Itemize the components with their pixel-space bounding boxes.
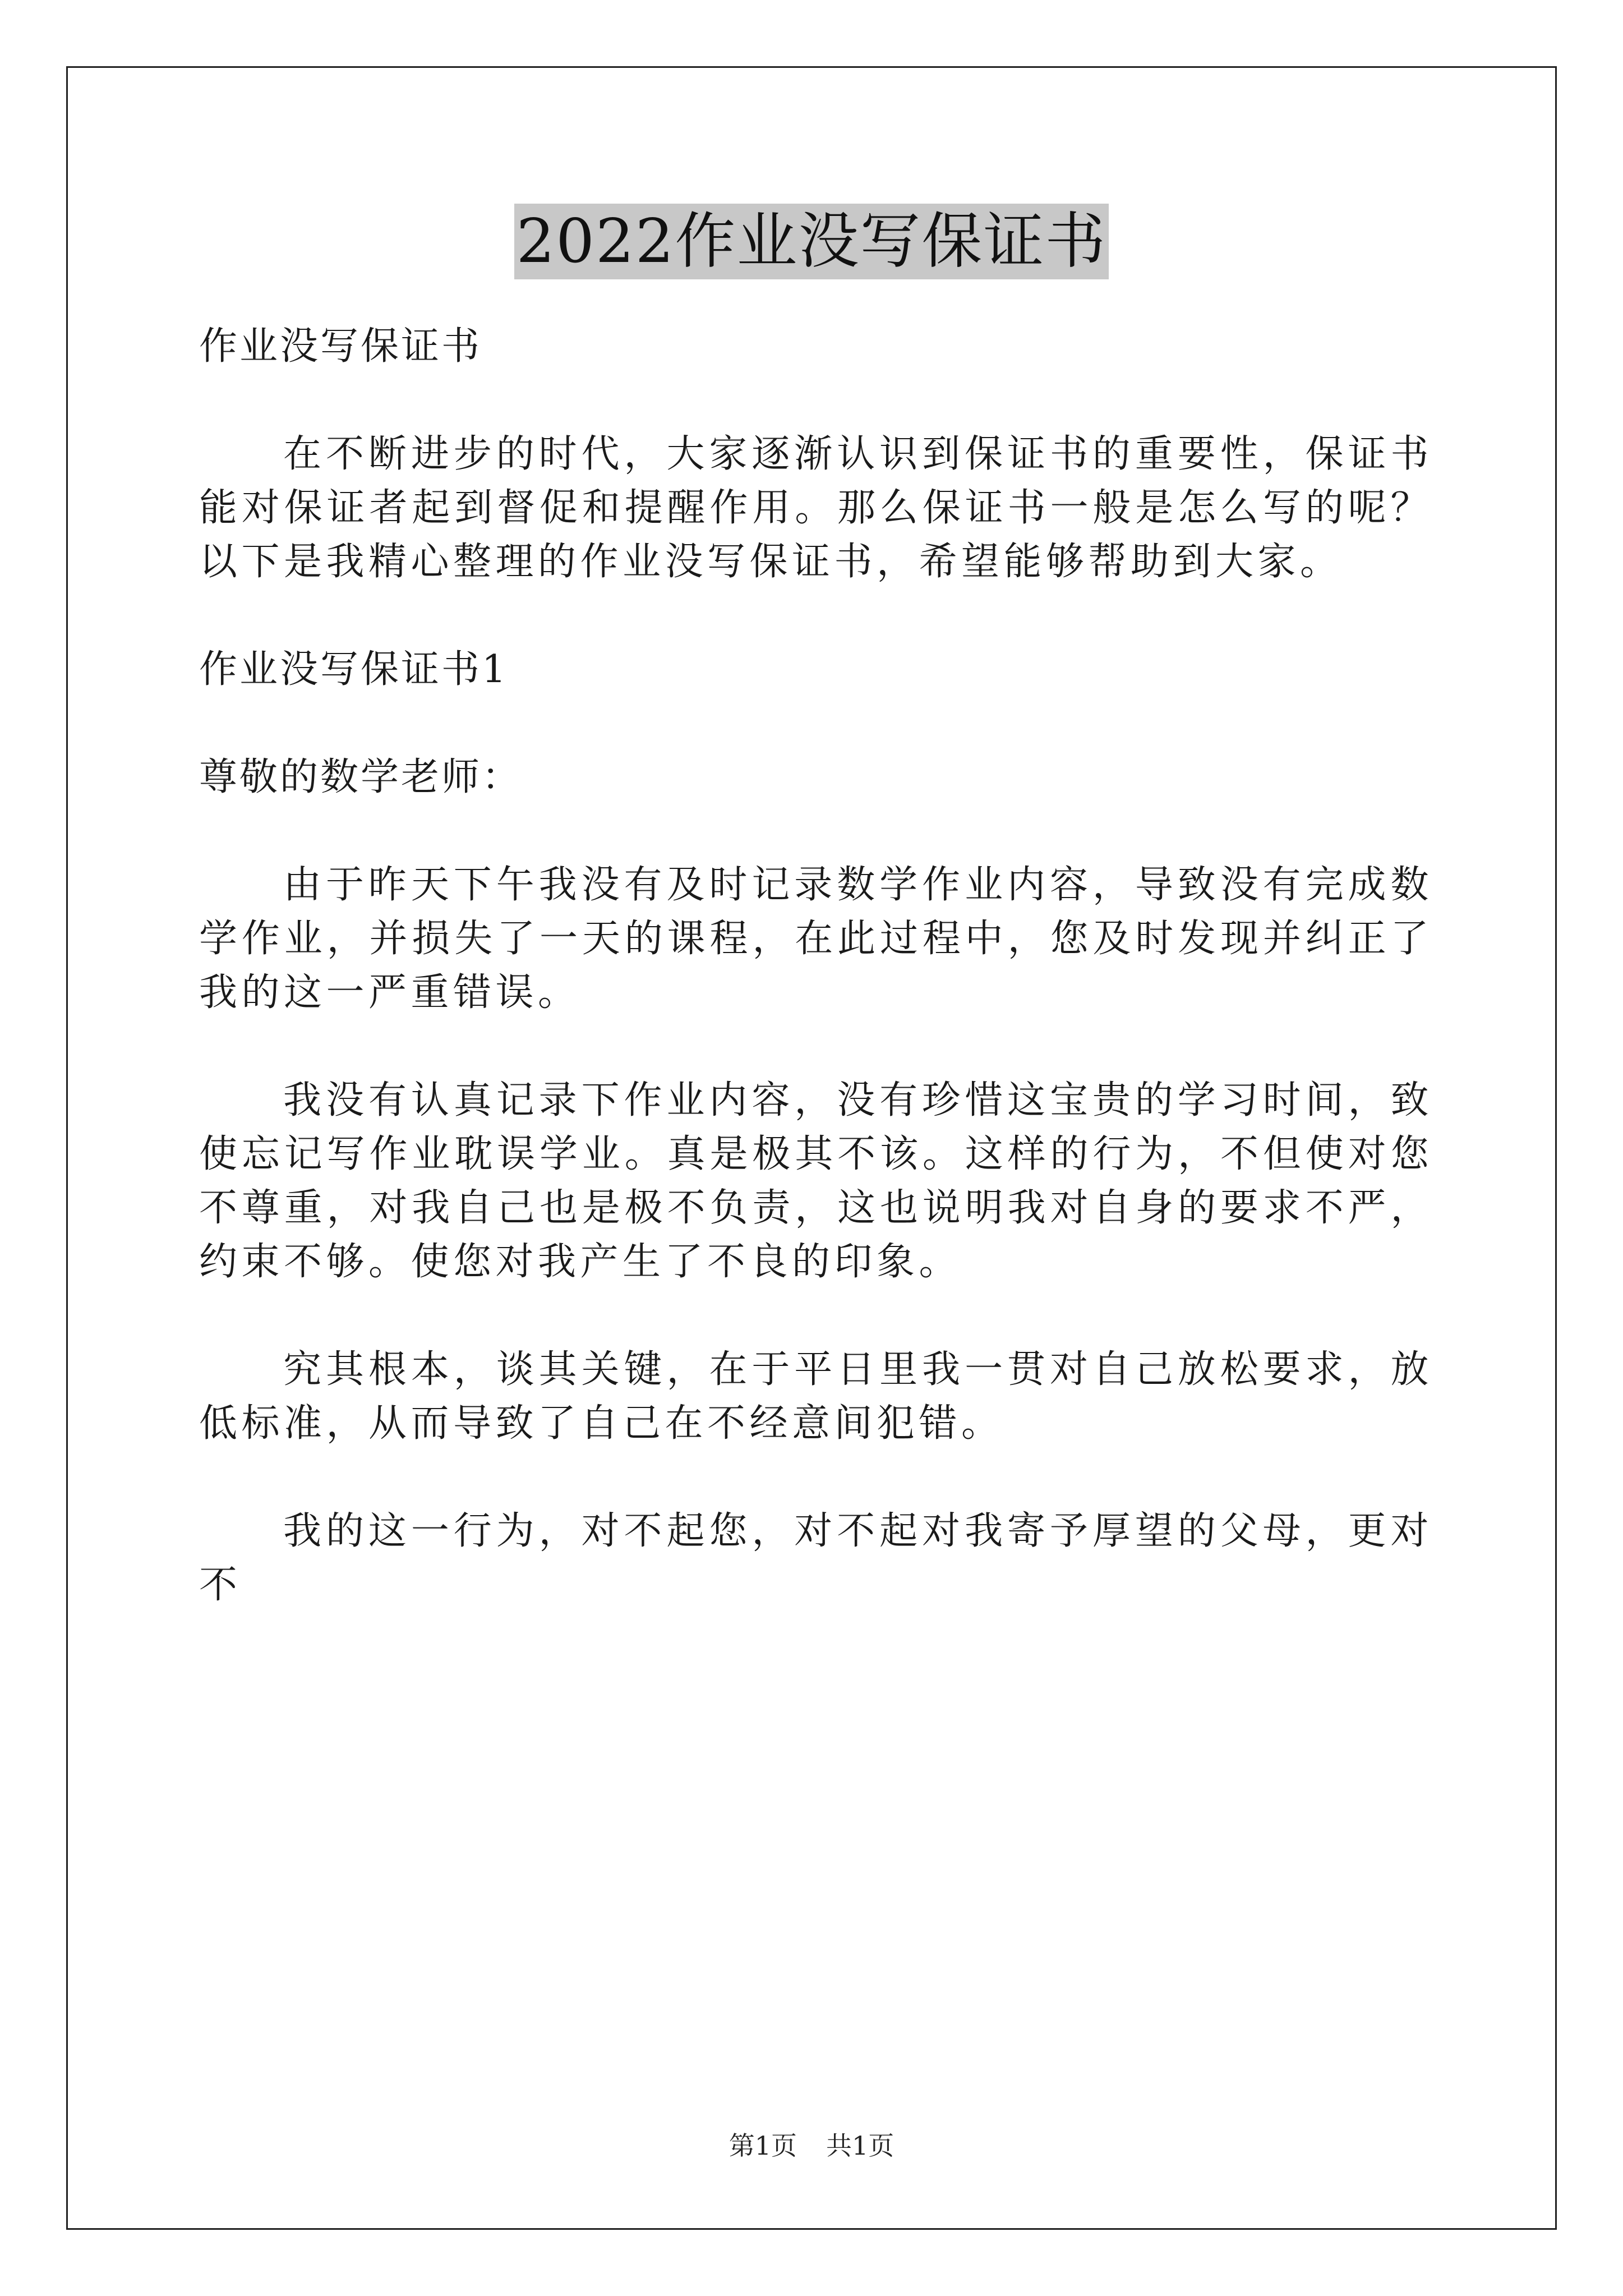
body-paragraph: 由于昨天下午我没有及时记录数学作业内容，导致没有完成数学作业，并损失了一天的课程，在此过程中，您及时发现并纠正了我的这一严重错误。: [199, 863, 1433, 1015]
page-total: 共1页: [826, 2131, 895, 2161]
page-number: 第1页: [728, 2131, 797, 2161]
intro-paragraph: 在不断进步的时代，大家逐渐认识到保证书的重要性，保证书能对保证者起到督促和提醒作用。那么保证书一般是怎么写的呢？以下是我精心整理的作业没写保证书，希望能够帮助到大家。: [199, 432, 1433, 584]
salutation: 尊敬的数学老师：: [199, 755, 523, 799]
section-heading: 作业没写保证书1: [199, 647, 509, 692]
subtitle-heading: 作业没写保证书: [199, 324, 482, 369]
document-title: 2022作业没写保证书: [514, 204, 1109, 279]
body-paragraph: 我的这一行为，对不起您，对不起对我寄予厚望的父母，更对不: [199, 1509, 1433, 1607]
document-body: [199, 320, 1433, 1612]
title-container: [0, 204, 1623, 279]
body-paragraph: 究其根本，谈其关键，在于平日里我一贯对自己放松要求，放低标准，从而导致了自己在不经意间犯错。: [199, 1347, 1433, 1446]
page-footer: [0, 2129, 1623, 2162]
body-paragraph: 我没有认真记录下作业内容，没有珍惜这宝贵的学习时间，致使忘记写作业耽误学业。真是极其不该。这样的行为，不但使对您不尊重，对我自己也是极不负责，这也说明我对自身的要求不严，约束不够。使您对我产生了不良的印象。: [199, 1078, 1433, 1284]
